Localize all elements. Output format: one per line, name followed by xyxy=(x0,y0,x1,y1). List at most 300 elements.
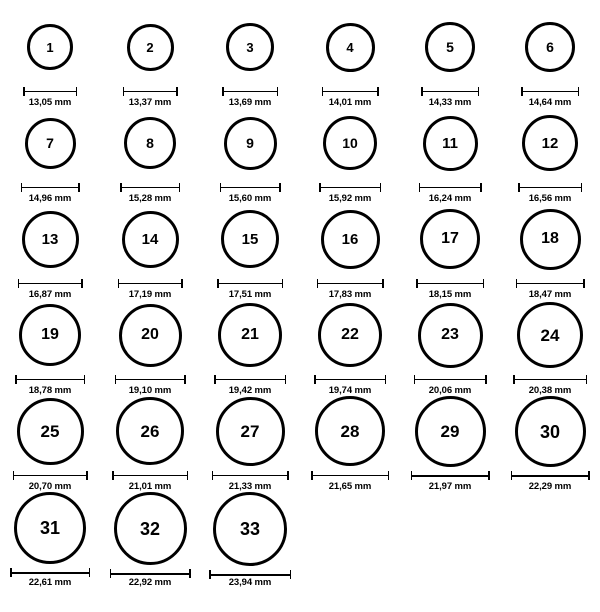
ring-size-label: 15 xyxy=(241,230,259,248)
measure-bar xyxy=(414,379,487,381)
diameter-value: 21,01 mm xyxy=(128,481,172,492)
measure-tick-left xyxy=(214,375,216,384)
measure-bar xyxy=(513,379,587,381)
ring-size-label: 2 xyxy=(146,39,154,55)
measure-bar xyxy=(516,283,585,285)
ring-circle-wrap xyxy=(221,204,279,275)
measure-tick-right xyxy=(583,279,585,288)
diameter-measure-line xyxy=(212,471,289,479)
measure-tick-right xyxy=(385,375,387,384)
measure-tick-right xyxy=(478,87,480,96)
measure-tick-right xyxy=(485,375,487,384)
measure-bar xyxy=(112,475,188,477)
ring-size-cell xyxy=(200,12,300,108)
diameter-value: 15,60 mm xyxy=(228,193,272,204)
ring-size-cell xyxy=(300,204,400,300)
measure-bar xyxy=(118,283,183,285)
ring-size-cell xyxy=(400,396,500,492)
diameter-measure-line xyxy=(411,471,490,479)
ring-size-label: 20 xyxy=(141,326,159,344)
ring-circle-wrap xyxy=(216,396,285,467)
measure-tick-left xyxy=(421,87,423,96)
measure-bar xyxy=(15,379,85,381)
ring-size-cell xyxy=(300,12,400,108)
diameter-value: 17,19 mm xyxy=(128,289,172,300)
ring-size-cell xyxy=(100,12,200,108)
ring-circle-wrap xyxy=(315,396,385,467)
diameter-measure-line xyxy=(311,471,389,479)
size-row xyxy=(0,300,600,396)
ring-circle xyxy=(415,396,486,467)
diameter-measure-line xyxy=(112,471,188,479)
ring-size-label: 13 xyxy=(41,230,59,248)
diameter-value: 21,65 mm xyxy=(328,481,372,492)
ring-size-label: 5 xyxy=(446,39,454,56)
diameter-measure-line xyxy=(521,87,579,95)
ring-size-cell xyxy=(400,204,500,300)
ring-size-label: 11 xyxy=(442,134,458,152)
ring-circle-wrap xyxy=(124,108,176,179)
ring-circle-wrap xyxy=(525,12,575,83)
diameter-value: 16,24 mm xyxy=(428,193,472,204)
measure-bar xyxy=(411,475,490,477)
diameter-value: 22,92 mm xyxy=(128,577,172,588)
ring-circle xyxy=(522,115,578,171)
ring-circle-wrap xyxy=(114,492,187,565)
ring-circle xyxy=(218,303,282,367)
measure-tick-left xyxy=(21,183,23,192)
ring-size-label: 16 xyxy=(341,230,359,248)
ring-circle xyxy=(418,303,483,368)
ring-size-label: 25 xyxy=(40,421,60,441)
measure-tick-right xyxy=(176,87,178,96)
ring-size-cell xyxy=(200,396,300,492)
ring-size-label: 28 xyxy=(340,421,360,441)
empty-cell xyxy=(500,492,600,588)
measure-tick-right xyxy=(578,87,580,96)
measure-bar xyxy=(217,283,283,285)
measure-tick-left xyxy=(416,279,418,288)
ring-circle xyxy=(323,116,377,170)
ring-circle-wrap xyxy=(425,12,475,83)
measure-tick-right xyxy=(189,569,191,578)
ring-circle xyxy=(22,211,79,268)
measure-bar xyxy=(419,187,482,189)
diameter-measure-line xyxy=(416,279,484,287)
measure-tick-left xyxy=(115,375,117,384)
ring-size-label: 22 xyxy=(341,326,359,344)
measure-bar xyxy=(18,283,83,285)
measure-tick-left xyxy=(110,569,112,578)
size-row xyxy=(0,108,600,204)
diameter-measure-line xyxy=(322,87,379,95)
diameter-measure-line xyxy=(518,183,582,191)
measure-bar xyxy=(214,379,286,381)
ring-size-label: 30 xyxy=(539,421,561,442)
ring-circle xyxy=(425,22,475,72)
ring-circle-wrap xyxy=(224,108,277,179)
ring-size-cell xyxy=(100,204,200,300)
measure-tick-left xyxy=(120,183,122,192)
ring-circle xyxy=(226,23,274,71)
ring-size-label: 33 xyxy=(239,519,261,539)
ring-size-cell xyxy=(200,108,300,204)
measure-bar xyxy=(110,573,191,575)
ring-circle xyxy=(224,117,277,170)
measure-tick-left xyxy=(209,570,211,579)
ring-circle-wrap xyxy=(119,300,182,371)
diameter-measure-line xyxy=(13,471,88,479)
ring-circle-wrap xyxy=(22,204,79,275)
ring-size-label: 32 xyxy=(139,518,161,539)
ring-size-label: 17 xyxy=(441,230,459,248)
measure-tick-right xyxy=(588,471,590,480)
diameter-measure-line xyxy=(21,183,80,191)
ring-circle xyxy=(221,210,279,268)
ring-circle-wrap xyxy=(520,204,581,275)
measure-tick-right xyxy=(483,279,485,288)
ring-circle-wrap xyxy=(522,108,578,179)
diameter-value: 16,56 mm xyxy=(528,193,572,204)
ring-size-cell xyxy=(0,12,100,108)
diameter-value: 14,64 mm xyxy=(528,97,572,108)
ring-size-cell xyxy=(500,396,600,492)
diameter-measure-line xyxy=(220,183,281,191)
ring-circle xyxy=(326,23,375,72)
measure-tick-right xyxy=(290,570,292,579)
ring-circle xyxy=(14,492,86,564)
measure-bar xyxy=(322,91,379,93)
ring-size-label: 29 xyxy=(440,422,460,441)
measure-bar xyxy=(212,475,289,477)
measure-tick-right xyxy=(581,183,583,192)
measure-tick-left xyxy=(513,375,515,384)
ring-size-label: 7 xyxy=(46,135,54,152)
ring-circle-wrap xyxy=(420,204,480,275)
measure-tick-right xyxy=(86,471,88,480)
ring-circle xyxy=(525,22,575,72)
ring-size-cell xyxy=(400,108,500,204)
measure-tick-left xyxy=(15,375,17,384)
ring-circle xyxy=(17,398,84,465)
measure-bar xyxy=(222,91,278,93)
measure-tick-right xyxy=(179,183,181,192)
diameter-value: 21,97 mm xyxy=(428,481,472,492)
ring-circle-wrap xyxy=(127,12,174,83)
measure-tick-right xyxy=(279,183,281,192)
measure-bar xyxy=(314,379,386,381)
ring-circle-wrap xyxy=(19,300,81,371)
measure-tick-right xyxy=(388,471,390,480)
measure-bar xyxy=(421,91,479,93)
ring-size-cell xyxy=(200,204,300,300)
ring-size-label: 23 xyxy=(441,326,459,344)
ring-size-label: 12 xyxy=(541,134,559,152)
measure-tick-left xyxy=(414,375,416,384)
ring-circle-wrap xyxy=(323,108,377,179)
diameter-value: 18,15 mm xyxy=(428,289,472,300)
empty-cell xyxy=(300,492,400,588)
ring-size-cell xyxy=(100,492,200,588)
measure-tick-right xyxy=(84,375,86,384)
measure-tick-right xyxy=(187,471,189,480)
diameter-measure-line xyxy=(18,279,83,287)
measure-tick-right xyxy=(76,87,78,96)
measure-tick-left xyxy=(322,87,324,96)
ring-size-cell xyxy=(0,396,100,492)
diameter-value: 20,06 mm xyxy=(428,385,472,396)
diameter-measure-line xyxy=(319,183,381,191)
diameter-value: 18,47 mm xyxy=(528,289,572,300)
ring-circle xyxy=(122,211,179,268)
ring-size-label: 3 xyxy=(246,39,254,55)
diameter-value: 19,74 mm xyxy=(328,385,372,396)
measure-tick-left xyxy=(18,279,20,288)
diameter-measure-line xyxy=(222,87,278,95)
measure-bar xyxy=(120,187,180,189)
ring-size-label: 1 xyxy=(46,39,54,55)
ring-circle-wrap xyxy=(515,396,586,467)
ring-size-cell xyxy=(400,12,500,108)
measure-bar xyxy=(115,379,186,381)
diameter-value: 19,10 mm xyxy=(128,385,172,396)
size-row xyxy=(0,492,600,588)
ring-size-label: 4 xyxy=(346,39,354,55)
measure-tick-left xyxy=(217,279,219,288)
ring-circle xyxy=(127,24,174,71)
measure-tick-left xyxy=(511,471,513,480)
ring-size-cell xyxy=(0,204,100,300)
diameter-value: 17,51 mm xyxy=(228,289,272,300)
measure-tick-left xyxy=(212,471,214,480)
ring-size-cell xyxy=(100,396,200,492)
diameter-measure-line xyxy=(516,279,585,287)
measure-tick-left xyxy=(10,568,12,577)
measure-tick-right xyxy=(488,471,490,480)
ring-size-cell xyxy=(300,300,400,396)
diameter-measure-line xyxy=(118,279,183,287)
ring-circle-wrap xyxy=(17,396,84,467)
ring-circle xyxy=(520,209,581,270)
ring-circle xyxy=(25,118,76,169)
ring-circle xyxy=(321,210,380,269)
diameter-measure-line xyxy=(317,279,384,287)
ring-size-label: 18 xyxy=(541,230,559,248)
diameter-measure-line xyxy=(217,279,283,287)
ring-size-label: 27 xyxy=(240,421,260,441)
empty-cell xyxy=(400,492,500,588)
measure-tick-left xyxy=(521,87,523,96)
size-row xyxy=(0,12,600,108)
diameter-value: 20,70 mm xyxy=(28,481,72,492)
diameter-value: 19,42 mm xyxy=(228,385,272,396)
measure-tick-right xyxy=(78,183,80,192)
diameter-value: 13,37 mm xyxy=(128,97,172,108)
diameter-measure-line xyxy=(513,375,587,383)
measure-tick-left xyxy=(319,183,321,192)
ring-circle xyxy=(420,209,480,269)
diameter-value: 20,38 mm xyxy=(528,385,572,396)
ring-size-cell xyxy=(500,108,600,204)
ring-circle xyxy=(515,396,586,467)
ring-size-label: 6 xyxy=(546,39,554,56)
diameter-value: 15,92 mm xyxy=(328,193,372,204)
diameter-measure-line xyxy=(214,375,286,383)
measure-bar xyxy=(416,283,484,285)
ring-circle-wrap xyxy=(116,396,184,467)
ring-size-label: 10 xyxy=(342,135,358,152)
diameter-measure-line xyxy=(23,87,77,95)
diameter-measure-line xyxy=(419,183,482,191)
diameter-measure-line xyxy=(110,569,191,575)
size-row xyxy=(0,204,600,300)
diameter-value: 14,33 mm xyxy=(428,97,472,108)
ring-circle xyxy=(116,397,184,465)
ring-circle xyxy=(213,492,287,566)
ring-circle-wrap xyxy=(218,300,282,371)
measure-tick-left xyxy=(112,471,114,480)
diameter-measure-line xyxy=(414,375,487,383)
diameter-value: 21,33 mm xyxy=(228,481,272,492)
ring-circle xyxy=(315,396,385,466)
ring-size-label: 8 xyxy=(146,135,154,152)
ring-size-label: 9 xyxy=(246,135,254,152)
ring-circle xyxy=(119,304,182,367)
measure-tick-left xyxy=(23,87,25,96)
ring-circle-wrap xyxy=(27,12,73,83)
diameter-measure-line xyxy=(209,570,291,575)
diameter-value: 13,05 mm xyxy=(28,97,72,108)
measure-bar xyxy=(518,187,582,189)
diameter-value: 22,61 mm xyxy=(28,577,72,588)
ring-size-chart xyxy=(0,12,600,612)
diameter-value: 15,28 mm xyxy=(128,193,172,204)
diameter-measure-line xyxy=(123,87,178,95)
ring-circle-wrap xyxy=(326,12,375,83)
measure-tick-left xyxy=(516,279,518,288)
measure-bar xyxy=(209,574,291,576)
measure-tick-right xyxy=(380,183,382,192)
measure-bar xyxy=(511,475,590,477)
ring-size-cell xyxy=(300,108,400,204)
diameter-measure-line xyxy=(15,375,85,383)
ring-circle xyxy=(318,303,382,367)
ring-size-label: 14 xyxy=(141,230,159,248)
ring-size-label: 24 xyxy=(540,325,560,345)
ring-circle-wrap xyxy=(122,204,179,275)
measure-bar xyxy=(317,283,384,285)
ring-size-cell xyxy=(100,300,200,396)
measure-tick-right xyxy=(285,375,287,384)
diameter-value: 18,78 mm xyxy=(28,385,72,396)
ring-circle-wrap xyxy=(25,108,76,179)
ring-size-cell xyxy=(100,108,200,204)
ring-size-cell xyxy=(200,300,300,396)
diameter-measure-line xyxy=(511,471,590,479)
measure-tick-right xyxy=(382,279,384,288)
measure-tick-right xyxy=(586,375,588,384)
measure-bar xyxy=(311,475,389,477)
ring-circle-wrap xyxy=(226,12,274,83)
ring-circle xyxy=(517,302,583,368)
ring-circle xyxy=(423,116,478,171)
ring-circle-wrap xyxy=(415,396,486,467)
ring-size-cell xyxy=(500,300,600,396)
ring-circle xyxy=(19,304,81,366)
ring-circle-wrap xyxy=(321,204,380,275)
ring-circle xyxy=(27,24,73,70)
ring-size-cell xyxy=(200,492,300,588)
diameter-value: 22,29 mm xyxy=(528,481,572,492)
measure-tick-right xyxy=(480,183,482,192)
measure-bar xyxy=(220,187,281,189)
diameter-measure-line xyxy=(115,375,186,383)
ring-circle xyxy=(216,397,285,466)
diameter-value: 14,01 mm xyxy=(328,97,372,108)
diameter-value: 17,83 mm xyxy=(328,289,372,300)
diameter-measure-line xyxy=(120,183,180,191)
ring-size-cell xyxy=(0,492,100,588)
measure-tick-left xyxy=(222,87,224,96)
ring-circle xyxy=(124,117,176,169)
measure-tick-right xyxy=(377,87,379,96)
measure-bar xyxy=(13,475,88,477)
ring-circle-wrap xyxy=(418,300,483,371)
ring-size-cell xyxy=(0,300,100,396)
measure-tick-left xyxy=(220,183,222,192)
ring-circle-wrap xyxy=(423,108,478,179)
ring-size-cell xyxy=(500,204,600,300)
measure-tick-right xyxy=(89,568,91,577)
measure-tick-left xyxy=(123,87,125,96)
measure-tick-left xyxy=(311,471,313,480)
measure-tick-left xyxy=(518,183,520,192)
ring-circle-wrap xyxy=(318,300,382,371)
measure-tick-right xyxy=(277,87,279,96)
measure-bar xyxy=(123,91,178,93)
diameter-value: 14,96 mm xyxy=(28,193,72,204)
measure-tick-left xyxy=(118,279,120,288)
diameter-measure-line xyxy=(421,87,479,95)
measure-bar xyxy=(23,91,77,93)
diameter-measure-line xyxy=(314,375,386,383)
ring-circle-wrap xyxy=(213,492,287,566)
measure-bar xyxy=(10,572,90,574)
measure-tick-right xyxy=(282,279,284,288)
measure-tick-right xyxy=(287,471,289,480)
measure-tick-right xyxy=(181,279,183,288)
measure-tick-left xyxy=(411,471,413,480)
measure-tick-left xyxy=(317,279,319,288)
ring-circle-wrap xyxy=(517,300,583,371)
ring-size-cell xyxy=(0,108,100,204)
measure-bar xyxy=(319,187,381,189)
measure-tick-right xyxy=(184,375,186,384)
ring-size-label: 21 xyxy=(241,326,259,344)
ring-size-label: 26 xyxy=(140,421,160,441)
diameter-measure-line xyxy=(10,568,90,575)
measure-bar xyxy=(521,91,579,93)
diameter-value: 13,69 mm xyxy=(228,97,272,108)
ring-circle-wrap xyxy=(14,492,86,564)
ring-circle xyxy=(114,492,187,565)
measure-tick-left xyxy=(314,375,316,384)
ring-size-label: 31 xyxy=(39,518,61,538)
ring-size-cell xyxy=(300,396,400,492)
ring-size-cell xyxy=(400,300,500,396)
measure-tick-right xyxy=(81,279,83,288)
measure-tick-left xyxy=(419,183,421,192)
